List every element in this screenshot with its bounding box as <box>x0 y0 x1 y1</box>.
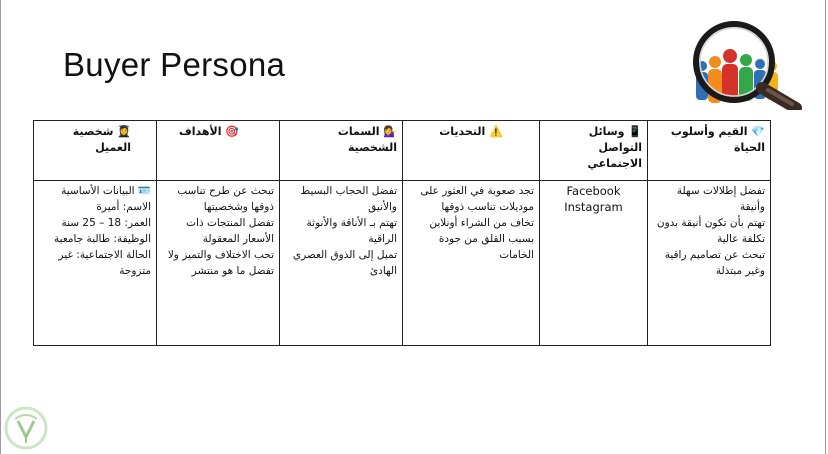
header-challenges: ⚠️ التحديات <box>403 121 540 181</box>
list-item: الوظيفة: طالبة جامعية <box>54 233 151 245</box>
list-item: تفضل إطلالات سهلة وأنيقة <box>676 185 765 213</box>
table-body-row <box>34 181 771 346</box>
list-item: 🪪 البيانات الأساسية <box>61 185 151 197</box>
list-item: تميل إلى الذوق العصري الهادئ <box>292 249 397 277</box>
social-media-facebook: Facebook <box>566 184 621 198</box>
list-item: تبحث عن تصاميم راقية وغير مبتذلة <box>664 249 765 277</box>
list-item: تبحث عن طرح تناسب ذوقها وشخصيتها <box>177 185 274 213</box>
list-item: تحب الاختلاف والتميز ولا تفضل ما هو منتشر <box>167 249 274 277</box>
list-item: الحالة الاجتماعية: غير متزوجة <box>58 249 151 277</box>
header-customer: 👩‍🎓 شخصية العميل <box>34 121 157 181</box>
list-item: الاسم: أميرة <box>96 201 151 213</box>
header-goals: 🎯 الأهداف <box>157 121 280 181</box>
cell-challenges <box>403 181 540 346</box>
header-traits: 💁‍♀️ السمات الشخصية <box>280 121 403 181</box>
list-item: تفضل المنتجات ذات الأسعار المعقولة <box>186 217 274 245</box>
list-item: تهتم بـ الأناقة والأنوثة الراقية <box>306 217 397 245</box>
header-social-media: 📱 وسائل التواصل الاجتماعي <box>540 121 648 181</box>
cell-social-media <box>540 181 648 346</box>
list-item: العمر: 18 – 25 سنة <box>61 217 151 229</box>
cell-goals <box>157 181 280 346</box>
cell-traits <box>280 181 403 346</box>
list-item: تجد صعوبة في العثور على موديلات تناسب ذوقها <box>420 185 534 213</box>
table-header-row <box>34 121 771 181</box>
list-item: تهتم بأن تكون أنيقة بدون تكلفة عالية <box>656 217 765 245</box>
social-media-instagram: Instagram <box>564 200 623 214</box>
header-values-lifestyle: 💎 القيم وأسلوب الحياة <box>648 121 771 181</box>
brand-logo <box>3 405 49 451</box>
list-item: تخاف من الشراء أونلاين بسبب القلق من جودة الخامات <box>429 217 534 261</box>
buyer-persona-table <box>33 120 771 346</box>
cell-values-lifestyle <box>648 181 771 346</box>
magnifier-people-illustration <box>688 18 804 110</box>
cell-customer <box>34 181 157 346</box>
list-item: تفضل الحجاب البسيط والأنيق <box>300 185 397 213</box>
page-title: Buyer Persona <box>63 46 286 83</box>
